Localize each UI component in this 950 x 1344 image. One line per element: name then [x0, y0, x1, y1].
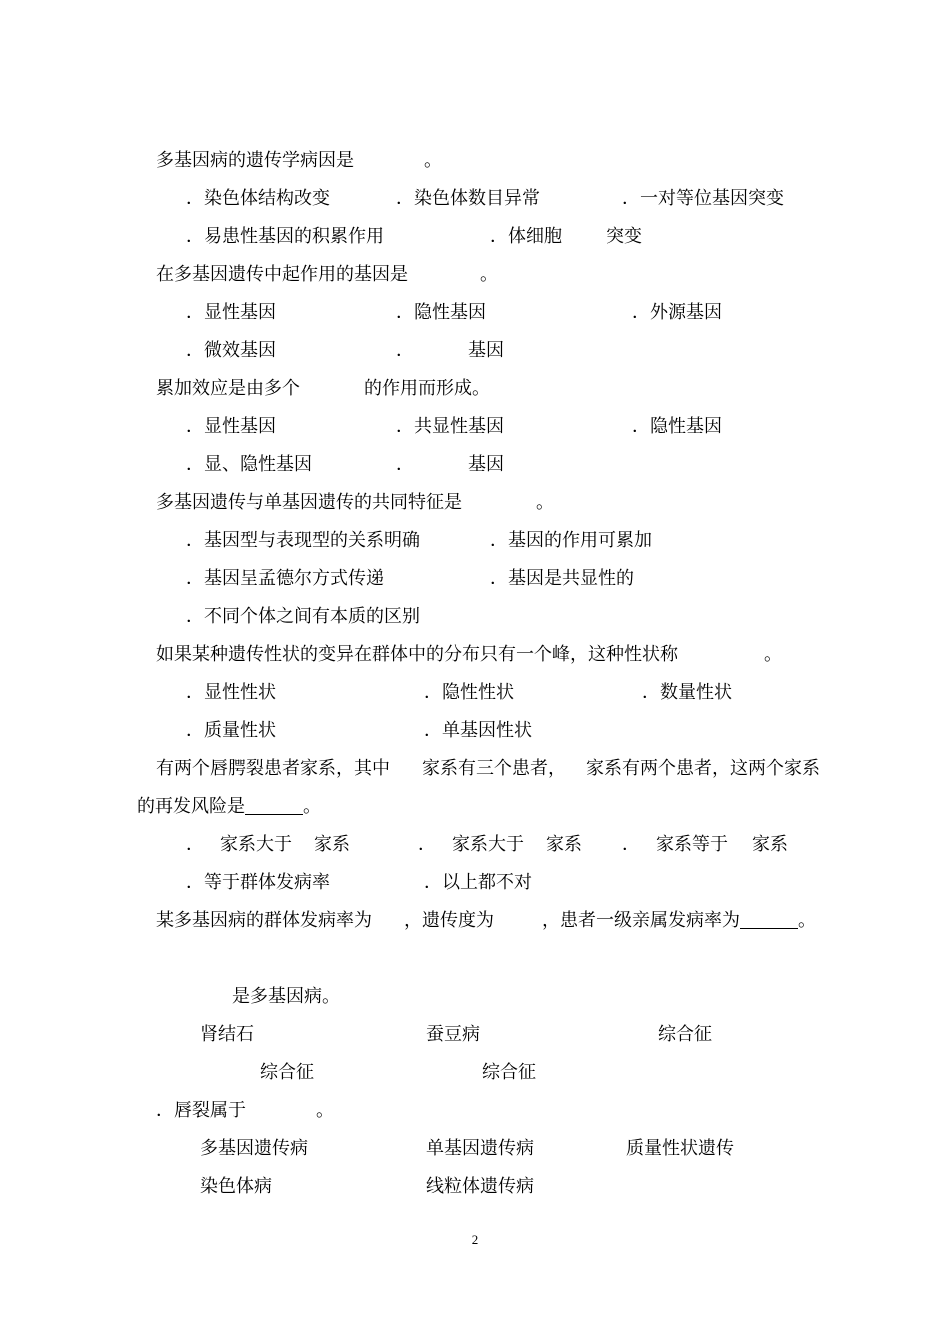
- q2-option-e-suffix: 基因: [468, 340, 504, 361]
- q9-option-b: 单基因遗传病: [426, 1138, 534, 1159]
- q4-option-b: ．基因的作用可累加: [490, 530, 652, 551]
- q3-option-e-suffix: 基因: [468, 454, 504, 475]
- q8-option-e: 综合征: [482, 1062, 536, 1083]
- q3-option-d: ．显、隐性基因: [186, 454, 312, 475]
- q8-option-b: 蚕豆病: [426, 1024, 480, 1045]
- q1-stem: 多基因病的遗传学病因是: [156, 150, 354, 171]
- q3-option-b: ．共显性基因: [396, 416, 504, 437]
- q4-option-c: ．基因呈孟德尔方式传递: [186, 568, 384, 589]
- q4-stem-end: 。: [536, 492, 554, 513]
- q6-option-a-mid: 家系大于: [220, 834, 292, 855]
- q5-stem-end: 。: [764, 644, 782, 665]
- q8-option-c: 综合征: [658, 1024, 712, 1045]
- page-number: 2: [471, 1232, 479, 1247]
- q6-option-a-end: 家系: [314, 834, 350, 855]
- q6-stem-end: 。: [303, 796, 321, 817]
- q8-stem: 是多基因病。: [232, 986, 340, 1007]
- q1-option-e: ．体细胞: [490, 226, 562, 247]
- q6-stem-part4: 的再发风险是: [137, 796, 245, 817]
- q9-option-c: 质量性状遗传: [626, 1138, 734, 1159]
- q2-option-e: ．: [396, 340, 414, 361]
- q2-option-a: ．显性基因: [186, 302, 276, 323]
- q6-option-c-mid: 家系等于: [656, 834, 728, 855]
- q6-stem-line2: [137, 796, 321, 818]
- q7-stem-part1: 某多基因病的群体发病率为: [156, 910, 372, 931]
- q6-stem-part2: 家系有三个患者，: [422, 758, 566, 779]
- q9-option-a: 多基因遗传病: [200, 1138, 308, 1159]
- q5-option-c: ．数量性状: [642, 682, 732, 703]
- q8-option-d: 综合征: [260, 1062, 314, 1083]
- q3-option-a: ．显性基因: [186, 416, 276, 437]
- q1-option-a: ．染色体结构改变: [186, 188, 330, 209]
- q4-option-e: ．不同个体之间有本质的区别: [186, 606, 420, 627]
- q6-stem-part1: 有两个唇腭裂患者家系，其中: [156, 758, 390, 779]
- q6-option-b-end: 家系: [546, 834, 582, 855]
- q8-option-a: 肾结石: [200, 1024, 254, 1045]
- q3-option-e: ．: [396, 454, 414, 475]
- q5-option-d: ．质量性状: [186, 720, 276, 741]
- q1-option-c: ．一对等位基因突变: [622, 188, 784, 209]
- q5-option-b: ．隐性性状: [424, 682, 514, 703]
- q6-option-e: ．以上都不对: [424, 872, 532, 893]
- q7-stem-line: [542, 910, 816, 932]
- q9-option-d: 染色体病: [200, 1176, 272, 1197]
- q9-stem: ．唇裂属于: [156, 1100, 246, 1121]
- q5-option-e: ．单基因性状: [424, 720, 532, 741]
- q5-option-a: ．显性性状: [186, 682, 276, 703]
- q6-answer-blank: [245, 796, 303, 815]
- q3-option-c: ．隐性基因: [632, 416, 722, 437]
- q2-option-c: ．外源基因: [632, 302, 722, 323]
- q6-stem-part3: 家系有两个患者，这两个家系: [586, 758, 820, 779]
- q6-option-b-mid: 家系大于: [452, 834, 524, 855]
- q7-stem-part3: ，患者一级亲属发病率为: [542, 910, 740, 931]
- q3-stem: 累加效应是由多个: [156, 378, 300, 399]
- q4-option-d: ．基因是共显性的: [490, 568, 634, 589]
- q1-option-e-suffix: 突变: [606, 226, 642, 247]
- q1-option-d: ．易患性基因的积累作用: [186, 226, 384, 247]
- q7-answer-blank: [740, 910, 798, 929]
- q4-stem: 多基因遗传与单基因遗传的共同特征是: [156, 492, 462, 513]
- q7-stem-part2: ，遗传度为: [404, 910, 494, 931]
- q6-option-c-end: 家系: [752, 834, 788, 855]
- q2-option-d: ．微效基因: [186, 340, 276, 361]
- q5-stem: 如果某种遗传性状的变异在群体中的分布只有一个峰，这种性状称: [156, 644, 678, 665]
- q2-stem: 在多基因遗传中起作用的基因是: [156, 264, 408, 285]
- q2-option-b: ．隐性基因: [396, 302, 486, 323]
- q1-option-b: ．染色体数目异常: [396, 188, 540, 209]
- q9-stem-end: 。: [316, 1100, 334, 1121]
- q6-option-c: ．: [622, 834, 640, 855]
- q6-option-a: ．: [186, 834, 204, 855]
- q3-stem-end: 的作用而形成。: [364, 378, 490, 399]
- q6-option-d: ．等于群体发病率: [186, 872, 330, 893]
- q6-option-b: ．: [418, 834, 436, 855]
- q9-option-e: 线粒体遗传病: [426, 1176, 534, 1197]
- q2-stem-end: 。: [480, 264, 498, 285]
- q4-option-a: ．基因型与表现型的关系明确: [186, 530, 420, 551]
- q7-stem-end: 。: [798, 910, 816, 931]
- q1-stem-end: 。: [424, 150, 442, 171]
